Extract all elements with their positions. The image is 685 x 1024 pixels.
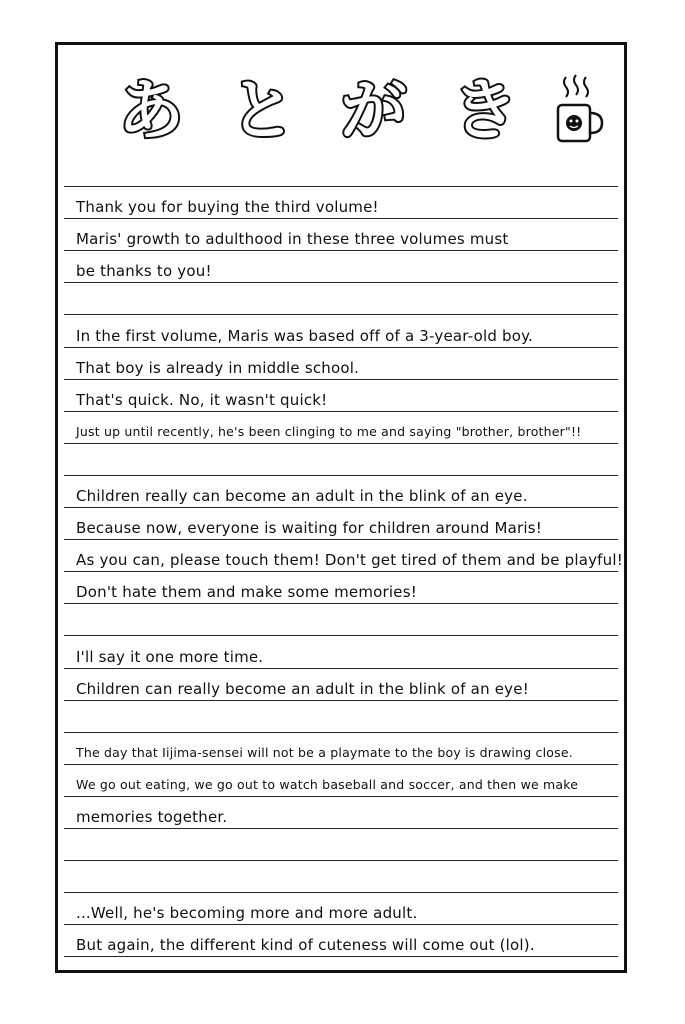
ruled-line [64,507,618,508]
afterword-line: be thanks to you! [76,262,212,281]
ruled-line [64,892,618,893]
afterword-heading [118,63,518,158]
ruled-line [64,796,618,797]
afterword-page [55,42,627,973]
coffee-mug-icon [554,73,606,145]
afterword-line: The day that Iijima-sensei will not be a playmate to the boy is drawing close. [76,744,573,760]
ruled-line [64,860,618,861]
afterword-line: I'll say it one more time. [76,647,264,666]
afterword-line: Because now, everyone is waiting for children around Maris! [76,519,542,538]
ruled-line [64,347,618,348]
afterword-line: Thank you for buying the third volume! [76,198,379,217]
ruled-line [64,635,618,636]
afterword-line: ...Well, he's becoming more and more adult. [76,904,418,923]
afterword-line: In the first volume, Maris was based off of a 3-year-old boy. [76,326,534,345]
ruled-line [64,924,618,925]
heading-char-3: が [340,71,407,149]
heading-char-4: き [451,71,518,149]
ruled-line [64,732,618,733]
afterword-line: Don't hate them and make some memories! [76,583,417,602]
ruled-line [64,828,618,829]
ruled-line [64,475,618,476]
ruled-line [64,668,618,669]
ruled-line [64,250,618,251]
afterword-line: We go out eating, we go out to watch baseball and soccer, and then we make [76,776,579,792]
ruled-line [64,218,618,219]
ruled-line [64,314,618,315]
afterword-line: memories together. [76,808,228,826]
ruled-line [64,411,618,412]
afterword-line: Just up until recently, he's been clinging to me and saying "brother, brother"!! [76,423,582,439]
afterword-line: As you can, please touch them! Don't get tired of them and be playful! [76,551,623,570]
heading-char-2: と [229,71,296,149]
afterword-line: That boy is already in middle school. [76,358,360,377]
ruled-line [64,282,618,283]
ruled-line [64,539,618,540]
ruled-line [64,443,618,444]
afterword-line: But again, the different kind of cuteness will come out (lol). [76,936,535,955]
afterword-line: Maris' growth to adulthood in these three volumes must [76,230,509,249]
ruled-line [64,956,618,957]
ruled-line [64,700,618,701]
afterword-line: Children can really become an adult in the blink of an eye! [76,679,529,698]
ruled-line [64,571,618,572]
ruled-line [64,379,618,380]
heading-char-1: あ [118,71,184,149]
ruled-line [64,764,618,765]
ruled-line [64,603,618,604]
ruled-line [64,186,618,187]
afterword-line: Children really can become an adult in the blink of an eye. [76,487,528,505]
afterword-line: That's quick. No, it wasn't quick! [76,390,328,409]
